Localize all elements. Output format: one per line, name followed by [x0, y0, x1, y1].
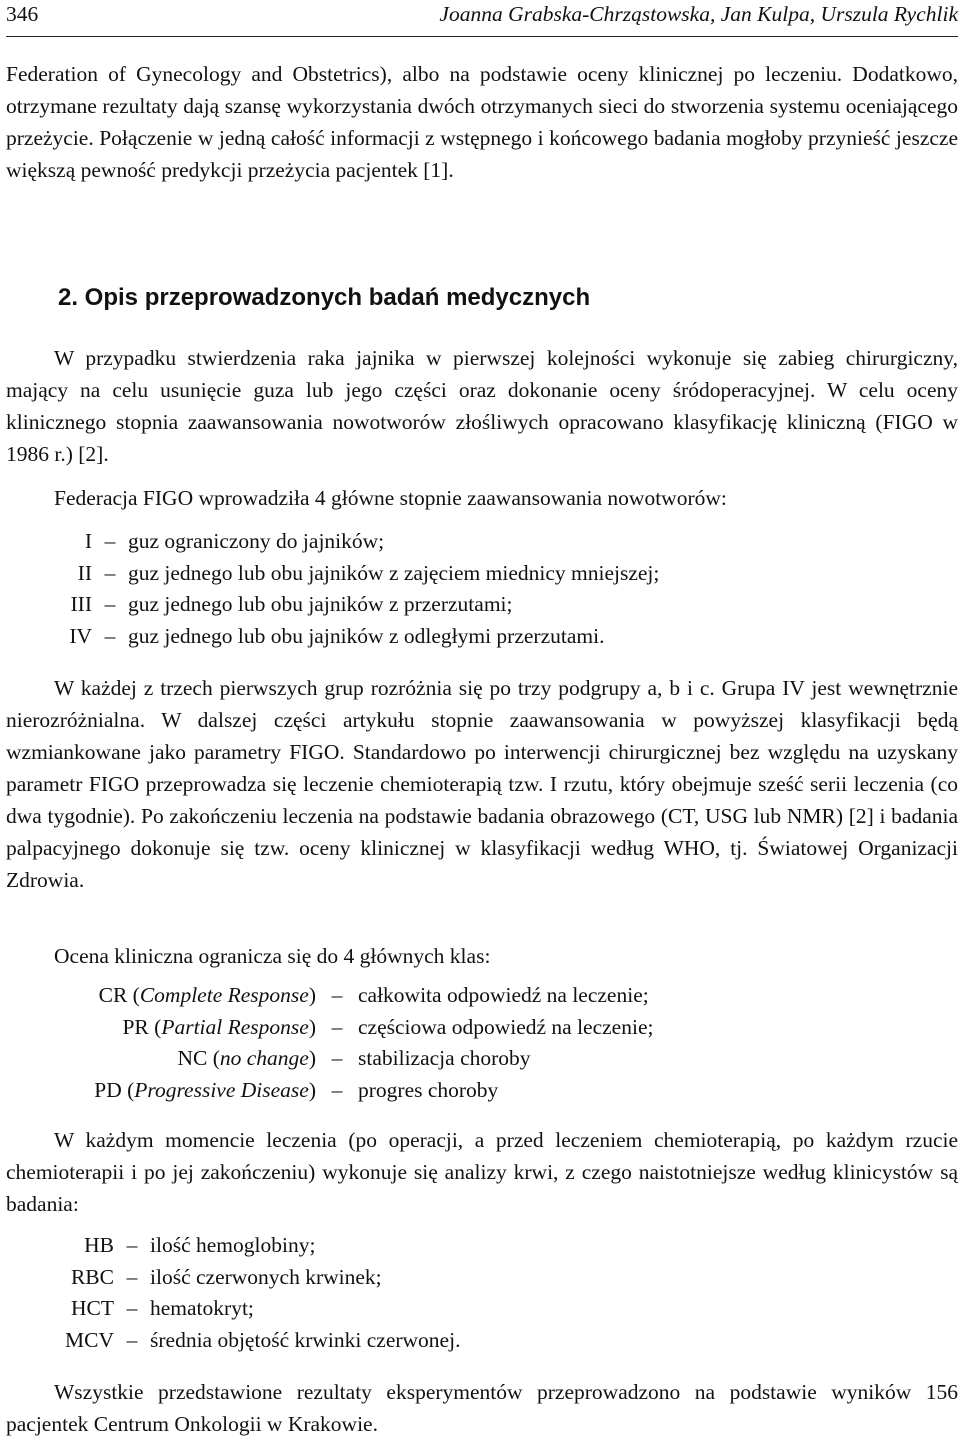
list-item: [6, 1012, 653, 1044]
blood-paragraph: W każdym momencie leczenia (po operacji, a przed leczeniem chemioterapią, po każdym rzucie chemioterapii i po jej zakończeniu) wykonuje się analizy krwi, z czego naistotniejsze według klinicystów są badania:: [6, 1128, 958, 1216]
open-paren: (: [154, 1014, 162, 1039]
dash: –: [104, 529, 116, 553]
response-full-name: Complete Response: [139, 983, 309, 1007]
dash: –: [104, 560, 116, 585]
stage-code: IV: [69, 623, 92, 648]
list-item: [6, 1293, 460, 1325]
dash: –: [104, 592, 116, 616]
clinical-intro-paragraph: Ocena kliniczna ogranicza się do 4 głównych klas:: [54, 944, 491, 968]
list-item: [6, 589, 659, 621]
response-term: [6, 1043, 316, 1075]
close-paren: ): [308, 1077, 316, 1102]
running-authors: Joanna Grabska-Chrząstowska, Jan Kulpa, Urszula Rychlik: [439, 2, 958, 26]
list-item: [6, 1043, 653, 1075]
section-heading: 2. Opis przeprowadzonych badań medycznych: [58, 284, 591, 311]
figo-stage-list: [6, 526, 659, 652]
stage-description: guz jednego lub obu jajników z przerzutami;: [128, 592, 513, 616]
response-full-name: Partial Response: [161, 1014, 309, 1039]
stage-code: II: [77, 560, 92, 585]
stage-code: I: [84, 529, 92, 553]
list-item: [6, 1075, 653, 1107]
list-item: [6, 621, 659, 653]
dash: –: [104, 623, 116, 648]
response-description: progres choroby: [358, 1077, 499, 1102]
dash: –: [331, 1046, 343, 1070]
list-item: [6, 558, 659, 590]
dash: –: [126, 1327, 138, 1352]
dash: –: [331, 1077, 343, 1102]
list-item: [6, 526, 659, 558]
response-full-name: no change: [219, 1046, 309, 1070]
stage-description: guz jednego lub obu jajników z zajęciem miednicy mniejszej;: [128, 560, 660, 585]
clinical-response-list: [6, 980, 653, 1106]
test-code: MCV: [65, 1327, 114, 1352]
stage-description: guz ograniczony do jajników;: [128, 529, 385, 553]
response-abbr: NC: [177, 1046, 208, 1070]
open-paren: (: [132, 983, 140, 1007]
blood-test-list: [6, 1230, 460, 1356]
response-term: [6, 980, 316, 1012]
stage-code: III: [70, 592, 92, 616]
subgroups-paragraph: W każdej z trzech pierwszych grup rozróżnia się po trzy podgrupy a, b i c. Grupa IV jest wewnętrznie nierozróżnialna. W dalszej części artykułu stopnie zaawansowania w powyższej klasyfikacji będą wzmiankowane jako parametry FIGO. Standardowo po interwencji chirurgicznej bez względu na uzyskany parametr FIGO przeprowadza się leczenie chemioterapią tzw. I rzutu, który obejmuje sześć serii leczenia (co dwa tygodnie). Po zakończeniu leczenia na podstawie badania obrazowego (CT, USG lub NMR) [2] i badania palpacyjnego dokonuje się tzw. oceny klinicznej w klasyfikacji według WHO, tj. Światowej Organizacji Zdrowia.: [6, 676, 958, 892]
figo-intro-paragraph: Federacja FIGO wprowadziła 4 główne stopnie zaawansowania nowotworów:: [54, 486, 727, 510]
dash: –: [126, 1296, 138, 1320]
conclusion-paragraph: Wszystkie przedstawione rezultaty eksperymentów przeprowadzono na podstawie wyników 156 pacjentek Centrum Onkologii w Krakowie.: [6, 1380, 958, 1436]
stage-description: guz jednego lub obu jajników z odległymi przerzutami.: [128, 623, 605, 648]
open-paren: (: [212, 1046, 220, 1070]
test-code: RBC: [70, 1264, 114, 1289]
close-paren: ): [308, 1014, 316, 1039]
test-code: HB: [84, 1233, 114, 1257]
test-description: średnia objętość krwinki czerwonej.: [150, 1327, 461, 1352]
dash: –: [331, 1014, 343, 1039]
open-paren: (: [127, 1077, 135, 1102]
response-term: [6, 1075, 316, 1107]
dash: –: [126, 1264, 138, 1289]
list-item: [6, 1230, 460, 1262]
response-description: stabilizacja choroby: [358, 1046, 531, 1070]
test-description: ilość czerwonych krwinek;: [150, 1264, 382, 1289]
test-description: ilość hemoglobiny;: [150, 1233, 316, 1257]
intro-paragraph: Federation of Gynecology and Obstetrics), albo na podstawie oceny klinicznej po leczeniu. Dodatkowo, otrzymane rezultaty dają szansę wykorzystania dwóch otrzymanych sieci do stworzenia systemu oceniającego przeżycie. Połączenie w jedną całość informacji z wstępnego i końcowego badania mogłoby przynieść jeszcze większą pewność predykcji przeżycia pacjentek [1].: [6, 62, 958, 182]
dash: –: [126, 1233, 138, 1257]
close-paren: ): [308, 983, 316, 1007]
list-item: [6, 1325, 460, 1357]
page-number: 346: [6, 2, 39, 26]
response-full-name: Progressive Disease: [134, 1077, 309, 1102]
response-abbr: CR: [98, 983, 128, 1007]
surgery-paragraph: W przypadku stwierdzenia raka jajnika w pierwszej kolejności wykonuje się zabieg chirurgiczny, mający na celu usunięcie guza lub jego części oraz dokonanie oceny śródoperacyjnej. W celu oceny klinicznego stopnia zaawansowania nowotworów złośliwych opracowano klasyfikację kliniczną (FIGO w 1986 r.) [2].: [6, 346, 958, 466]
list-item: [6, 980, 653, 1012]
response-abbr: PR: [122, 1014, 149, 1039]
test-code: HCT: [71, 1296, 114, 1320]
response-term: [6, 1012, 316, 1044]
test-description: hematokryt;: [150, 1296, 254, 1320]
list-item: [6, 1262, 460, 1294]
close-paren: ): [308, 1046, 316, 1070]
response-description: całkowita odpowiedź na leczenie;: [358, 983, 649, 1007]
running-header: [6, 0, 958, 37]
response-description: częściowa odpowiedź na leczenie;: [358, 1014, 654, 1039]
response-abbr: PD: [94, 1077, 122, 1102]
dash: –: [331, 983, 343, 1007]
